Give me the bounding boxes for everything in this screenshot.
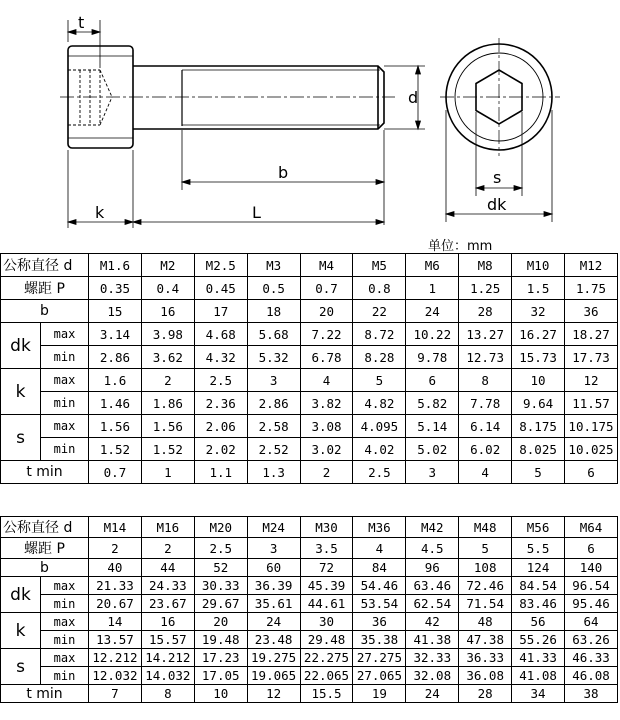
- table-cell: 14.032: [141, 667, 194, 685]
- table-cell: 4: [353, 538, 406, 559]
- table-cell: 1.86: [141, 392, 194, 415]
- sub-label: max: [41, 369, 89, 392]
- row-size: [1, 254, 618, 277]
- table-cell: 1.52: [89, 438, 142, 461]
- table-cell: 46.08: [565, 667, 618, 685]
- table-cell: 72: [300, 559, 353, 577]
- table-cell: M20: [194, 517, 247, 538]
- table-cell: 20.67: [89, 595, 142, 613]
- screw-end-view: [440, 38, 560, 156]
- table-cell: 32.08: [406, 667, 459, 685]
- table-cell: 8.025: [512, 438, 565, 461]
- table-cell: 18.27: [565, 323, 618, 346]
- table-cell: 24: [247, 613, 300, 631]
- table-cell: 3: [247, 369, 300, 392]
- table-cell: 4: [459, 461, 512, 484]
- table-cell: 12.212: [89, 649, 142, 667]
- row-dk-min: [1, 595, 618, 613]
- table-cell: 28: [459, 685, 512, 703]
- row-s-min: [1, 667, 618, 685]
- table-cell: M4: [300, 254, 353, 277]
- table-cell: 14: [89, 613, 142, 631]
- table-cell: 1.1: [194, 461, 247, 484]
- table-cell: M10: [512, 254, 565, 277]
- table-cell: 10: [512, 369, 565, 392]
- table-cell: 29.48: [300, 631, 353, 649]
- table-cell: 3.62: [141, 346, 194, 369]
- sub-label: min: [41, 392, 89, 415]
- table-cell: M64: [565, 517, 618, 538]
- row-label: t min: [1, 685, 89, 703]
- table-cell: 17.23: [194, 649, 247, 667]
- table-cell: 63.26: [565, 631, 618, 649]
- table-cell: 96.54: [565, 577, 618, 595]
- table-cell: 16.27: [512, 323, 565, 346]
- table-cell: 1.6: [89, 369, 142, 392]
- table-cell: 6: [406, 369, 459, 392]
- table-cell: 1: [406, 277, 459, 300]
- table-cell: 2.36: [194, 392, 247, 415]
- socket-hidden-lines: [68, 70, 112, 125]
- table-cell: 35.38: [353, 631, 406, 649]
- table-cell: 1.5: [512, 277, 565, 300]
- table-cell: 140: [565, 559, 618, 577]
- table-cell: 41.33: [512, 649, 565, 667]
- table-cell: 6.02: [459, 438, 512, 461]
- table-cell: M1.6: [89, 254, 142, 277]
- table-cell: M12: [565, 254, 618, 277]
- table-cell: 44: [141, 559, 194, 577]
- table-cell: M42: [406, 517, 459, 538]
- table-cell: 15.57: [141, 631, 194, 649]
- table-cell: 21.33: [89, 577, 142, 595]
- table-cell: 2: [89, 538, 142, 559]
- table-cell: 36.08: [459, 667, 512, 685]
- table-cell: 12.73: [459, 346, 512, 369]
- table-cell: 5: [512, 461, 565, 484]
- row-label: 公称直径 d: [1, 517, 89, 538]
- table-cell: 64: [565, 613, 618, 631]
- table-cell: 124: [512, 559, 565, 577]
- row-b: [1, 559, 618, 577]
- table-cell: M6: [406, 254, 459, 277]
- table-cell: 46.33: [565, 649, 618, 667]
- table-cell: 24.33: [141, 577, 194, 595]
- table-cell: 7.22: [300, 323, 353, 346]
- table-cell: 2.86: [89, 346, 142, 369]
- table-cell: 2.58: [247, 415, 300, 438]
- table-cell: 53.54: [353, 595, 406, 613]
- table-cell: 8.28: [353, 346, 406, 369]
- table-cell: 6.78: [300, 346, 353, 369]
- table-cell: 0.7: [89, 461, 142, 484]
- table-cell: 62.54: [406, 595, 459, 613]
- table-cell: 23.48: [247, 631, 300, 649]
- table-cell: 2: [141, 369, 194, 392]
- table-cell: 7.78: [459, 392, 512, 415]
- table-cell: 8: [459, 369, 512, 392]
- table-cell: 3.14: [89, 323, 142, 346]
- table-cell: 30: [300, 613, 353, 631]
- table-cell: 2.5: [194, 369, 247, 392]
- table-cell: 20: [300, 300, 353, 323]
- row-k-max: [1, 613, 618, 631]
- table-cell: 1.56: [141, 415, 194, 438]
- table-cell: 7: [89, 685, 142, 703]
- sub-label: max: [41, 613, 89, 631]
- row-k-min: [1, 631, 618, 649]
- table-cell: 10.175: [565, 415, 618, 438]
- row-label: dk: [1, 323, 41, 369]
- table-cell: 5.5: [512, 538, 565, 559]
- table-cell: 41.38: [406, 631, 459, 649]
- table-cell: 19.275: [247, 649, 300, 667]
- table-cell: 2: [300, 461, 353, 484]
- table-cell: 17: [194, 300, 247, 323]
- table-cell: 36: [565, 300, 618, 323]
- table-cell: 36.39: [247, 577, 300, 595]
- row-label: s: [1, 415, 41, 461]
- table-cell: 84.54: [512, 577, 565, 595]
- row-s-max: [1, 649, 618, 667]
- table-cell: M14: [89, 517, 142, 538]
- table-cell: M2: [141, 254, 194, 277]
- table-cell: 4.32: [194, 346, 247, 369]
- table-cell: 2.5: [353, 461, 406, 484]
- table-cell: 22.065: [300, 667, 353, 685]
- table-cell: 24: [406, 685, 459, 703]
- table-cell: 3.5: [300, 538, 353, 559]
- table-cell: 4.095: [353, 415, 406, 438]
- table-cell: 63.46: [406, 577, 459, 595]
- table-cell: 54.46: [353, 577, 406, 595]
- table-cell: 35.61: [247, 595, 300, 613]
- table-cell: 10: [194, 685, 247, 703]
- table-cell: 4.68: [194, 323, 247, 346]
- screw-technical-drawing: [0, 0, 620, 240]
- table-cell: 56: [512, 613, 565, 631]
- table-cell: 2: [141, 538, 194, 559]
- table-cell: 3: [247, 538, 300, 559]
- table-cell: 47.38: [459, 631, 512, 649]
- table-cell: 12: [247, 685, 300, 703]
- sub-label: max: [41, 577, 89, 595]
- unit-label: 单位：mm: [428, 239, 493, 254]
- table-cell: 22.275: [300, 649, 353, 667]
- table-cell: 30.33: [194, 577, 247, 595]
- sub-label: min: [41, 631, 89, 649]
- table-cell: 3.08: [300, 415, 353, 438]
- row-pitch: [1, 538, 618, 559]
- table-cell: 4.5: [406, 538, 459, 559]
- label-k: k: [95, 203, 105, 222]
- table-cell: 32.33: [406, 649, 459, 667]
- table-cell: 13.27: [459, 323, 512, 346]
- table-cell: 13.57: [89, 631, 142, 649]
- table-cell: M48: [459, 517, 512, 538]
- row-label: dk: [1, 577, 41, 613]
- table-cell: 9.78: [406, 346, 459, 369]
- table-cell: 1: [141, 461, 194, 484]
- sub-label: min: [41, 667, 89, 685]
- table-cell: 5: [459, 538, 512, 559]
- table-cell: 5.68: [247, 323, 300, 346]
- sub-label: max: [41, 415, 89, 438]
- table-cell: 19.065: [247, 667, 300, 685]
- row-label: b: [1, 300, 89, 323]
- dimension-d: [384, 66, 425, 129]
- table-cell: M8: [459, 254, 512, 277]
- table-cell: 6: [565, 461, 618, 484]
- table-cell: 2.86: [247, 392, 300, 415]
- row-label: 公称直径 d: [1, 254, 89, 277]
- row-k-min: [1, 392, 618, 415]
- table-cell: M36: [353, 517, 406, 538]
- table-cell: 41.08: [512, 667, 565, 685]
- table-cell: 5.02: [406, 438, 459, 461]
- row-dk-min: [1, 346, 618, 369]
- table-cell: 19.48: [194, 631, 247, 649]
- table-cell: 5.14: [406, 415, 459, 438]
- table-cell: 15.73: [512, 346, 565, 369]
- table-cell: 15.5: [300, 685, 353, 703]
- row-s-max: [1, 415, 618, 438]
- table-cell: 11.57: [565, 392, 618, 415]
- label-dk: dk: [487, 195, 507, 214]
- sub-label: min: [41, 346, 89, 369]
- table-cell: 2.06: [194, 415, 247, 438]
- row-label: k: [1, 613, 41, 649]
- table-cell: 3.02: [300, 438, 353, 461]
- table-cell: 1.25: [459, 277, 512, 300]
- label-s: s: [493, 168, 502, 187]
- row-label: 螺距 P: [1, 277, 89, 300]
- table-cell: 71.54: [459, 595, 512, 613]
- table-cell: 0.4: [141, 277, 194, 300]
- table-cell: 4.02: [353, 438, 406, 461]
- table-cell: 55.26: [512, 631, 565, 649]
- row-label: t min: [1, 461, 89, 484]
- table-cell: 5.32: [247, 346, 300, 369]
- table-cell: 38: [565, 685, 618, 703]
- label-b: b: [278, 163, 289, 182]
- row-pitch: [1, 277, 618, 300]
- table-cell: 52: [194, 559, 247, 577]
- table-cell: 42: [406, 613, 459, 631]
- table-cell: 3.82: [300, 392, 353, 415]
- table-cell: 24: [406, 300, 459, 323]
- table-cell: 27.065: [353, 667, 406, 685]
- table-cell: 83.46: [512, 595, 565, 613]
- sub-label: max: [41, 649, 89, 667]
- table-cell: 3: [406, 461, 459, 484]
- table-cell: 3.98: [141, 323, 194, 346]
- table-cell: 8.175: [512, 415, 565, 438]
- row-t-min: [1, 685, 618, 703]
- table-cell: 10.22: [406, 323, 459, 346]
- table-cell: 12: [565, 369, 618, 392]
- table-cell: 0.45: [194, 277, 247, 300]
- table-cell: 48: [459, 613, 512, 631]
- table-cell: 1.75: [565, 277, 618, 300]
- table-cell: 22: [353, 300, 406, 323]
- table-cell: 95.46: [565, 595, 618, 613]
- table-cell: M56: [512, 517, 565, 538]
- row-dk-max: [1, 577, 618, 595]
- table-cell: 10.025: [565, 438, 618, 461]
- table-cell: 27.275: [353, 649, 406, 667]
- table-cell: 2.52: [247, 438, 300, 461]
- spec-table-large: [0, 516, 618, 703]
- table-cell: M5: [353, 254, 406, 277]
- table-cell: 17.05: [194, 667, 247, 685]
- table-cell: 4.82: [353, 392, 406, 415]
- row-size: [1, 517, 618, 538]
- table-cell: 34: [512, 685, 565, 703]
- table-cell: 36.33: [459, 649, 512, 667]
- table-cell: M2.5: [194, 254, 247, 277]
- table-cell: 0.35: [89, 277, 142, 300]
- table-cell: 18: [247, 300, 300, 323]
- row-s-min: [1, 438, 618, 461]
- label-d: d: [408, 88, 419, 107]
- table-cell: 14.212: [141, 649, 194, 667]
- table-cell: 44.61: [300, 595, 353, 613]
- table-cell: 29.67: [194, 595, 247, 613]
- row-label: s: [1, 649, 41, 685]
- row-t-min: [1, 461, 618, 484]
- table-cell: 2.5: [194, 538, 247, 559]
- table-cell: 72.46: [459, 577, 512, 595]
- spec-table-small: [0, 253, 618, 484]
- table-body: [1, 254, 618, 484]
- table-cell: 20: [194, 613, 247, 631]
- table-cell: 1.52: [141, 438, 194, 461]
- table-cell: 16: [141, 613, 194, 631]
- table-cell: 19: [353, 685, 406, 703]
- table-body: [1, 517, 618, 703]
- table-cell: 5: [353, 369, 406, 392]
- sub-label: min: [41, 595, 89, 613]
- table-cell: 0.5: [247, 277, 300, 300]
- table-cell: 40: [89, 559, 142, 577]
- table-cell: 36: [353, 613, 406, 631]
- table-cell: 0.8: [353, 277, 406, 300]
- table-cell: 4: [300, 369, 353, 392]
- table-cell: 8.72: [353, 323, 406, 346]
- table-cell: 1.56: [89, 415, 142, 438]
- table-cell: 108: [459, 559, 512, 577]
- table-cell: 1.46: [89, 392, 142, 415]
- row-label: 螺距 P: [1, 538, 89, 559]
- row-k-max: [1, 369, 618, 392]
- table-cell: 28: [459, 300, 512, 323]
- sub-label: min: [41, 438, 89, 461]
- table-cell: 17.73: [565, 346, 618, 369]
- table-cell: 6.14: [459, 415, 512, 438]
- table-cell: 32: [512, 300, 565, 323]
- table-cell: 8: [141, 685, 194, 703]
- table-cell: 15: [89, 300, 142, 323]
- table-cell: 96: [406, 559, 459, 577]
- table-cell: M24: [247, 517, 300, 538]
- table-cell: 9.64: [512, 392, 565, 415]
- table-cell: M3: [247, 254, 300, 277]
- table-cell: 60: [247, 559, 300, 577]
- table-cell: M30: [300, 517, 353, 538]
- label-t: t: [78, 13, 85, 32]
- label-L: L: [252, 203, 261, 222]
- table-cell: 0.7: [300, 277, 353, 300]
- table-cell: M16: [141, 517, 194, 538]
- table-cell: 6: [565, 538, 618, 559]
- table-cell: 12.032: [89, 667, 142, 685]
- table-cell: 1.3: [247, 461, 300, 484]
- table-cell: 2.02: [194, 438, 247, 461]
- row-dk-max: [1, 323, 618, 346]
- table-cell: 16: [141, 300, 194, 323]
- table-cell: 5.82: [406, 392, 459, 415]
- row-label: k: [1, 369, 41, 415]
- table-cell: 23.67: [141, 595, 194, 613]
- table-cell: 84: [353, 559, 406, 577]
- table-cell: 45.39: [300, 577, 353, 595]
- row-label: b: [1, 559, 89, 577]
- sub-label: max: [41, 323, 89, 346]
- row-b: [1, 300, 618, 323]
